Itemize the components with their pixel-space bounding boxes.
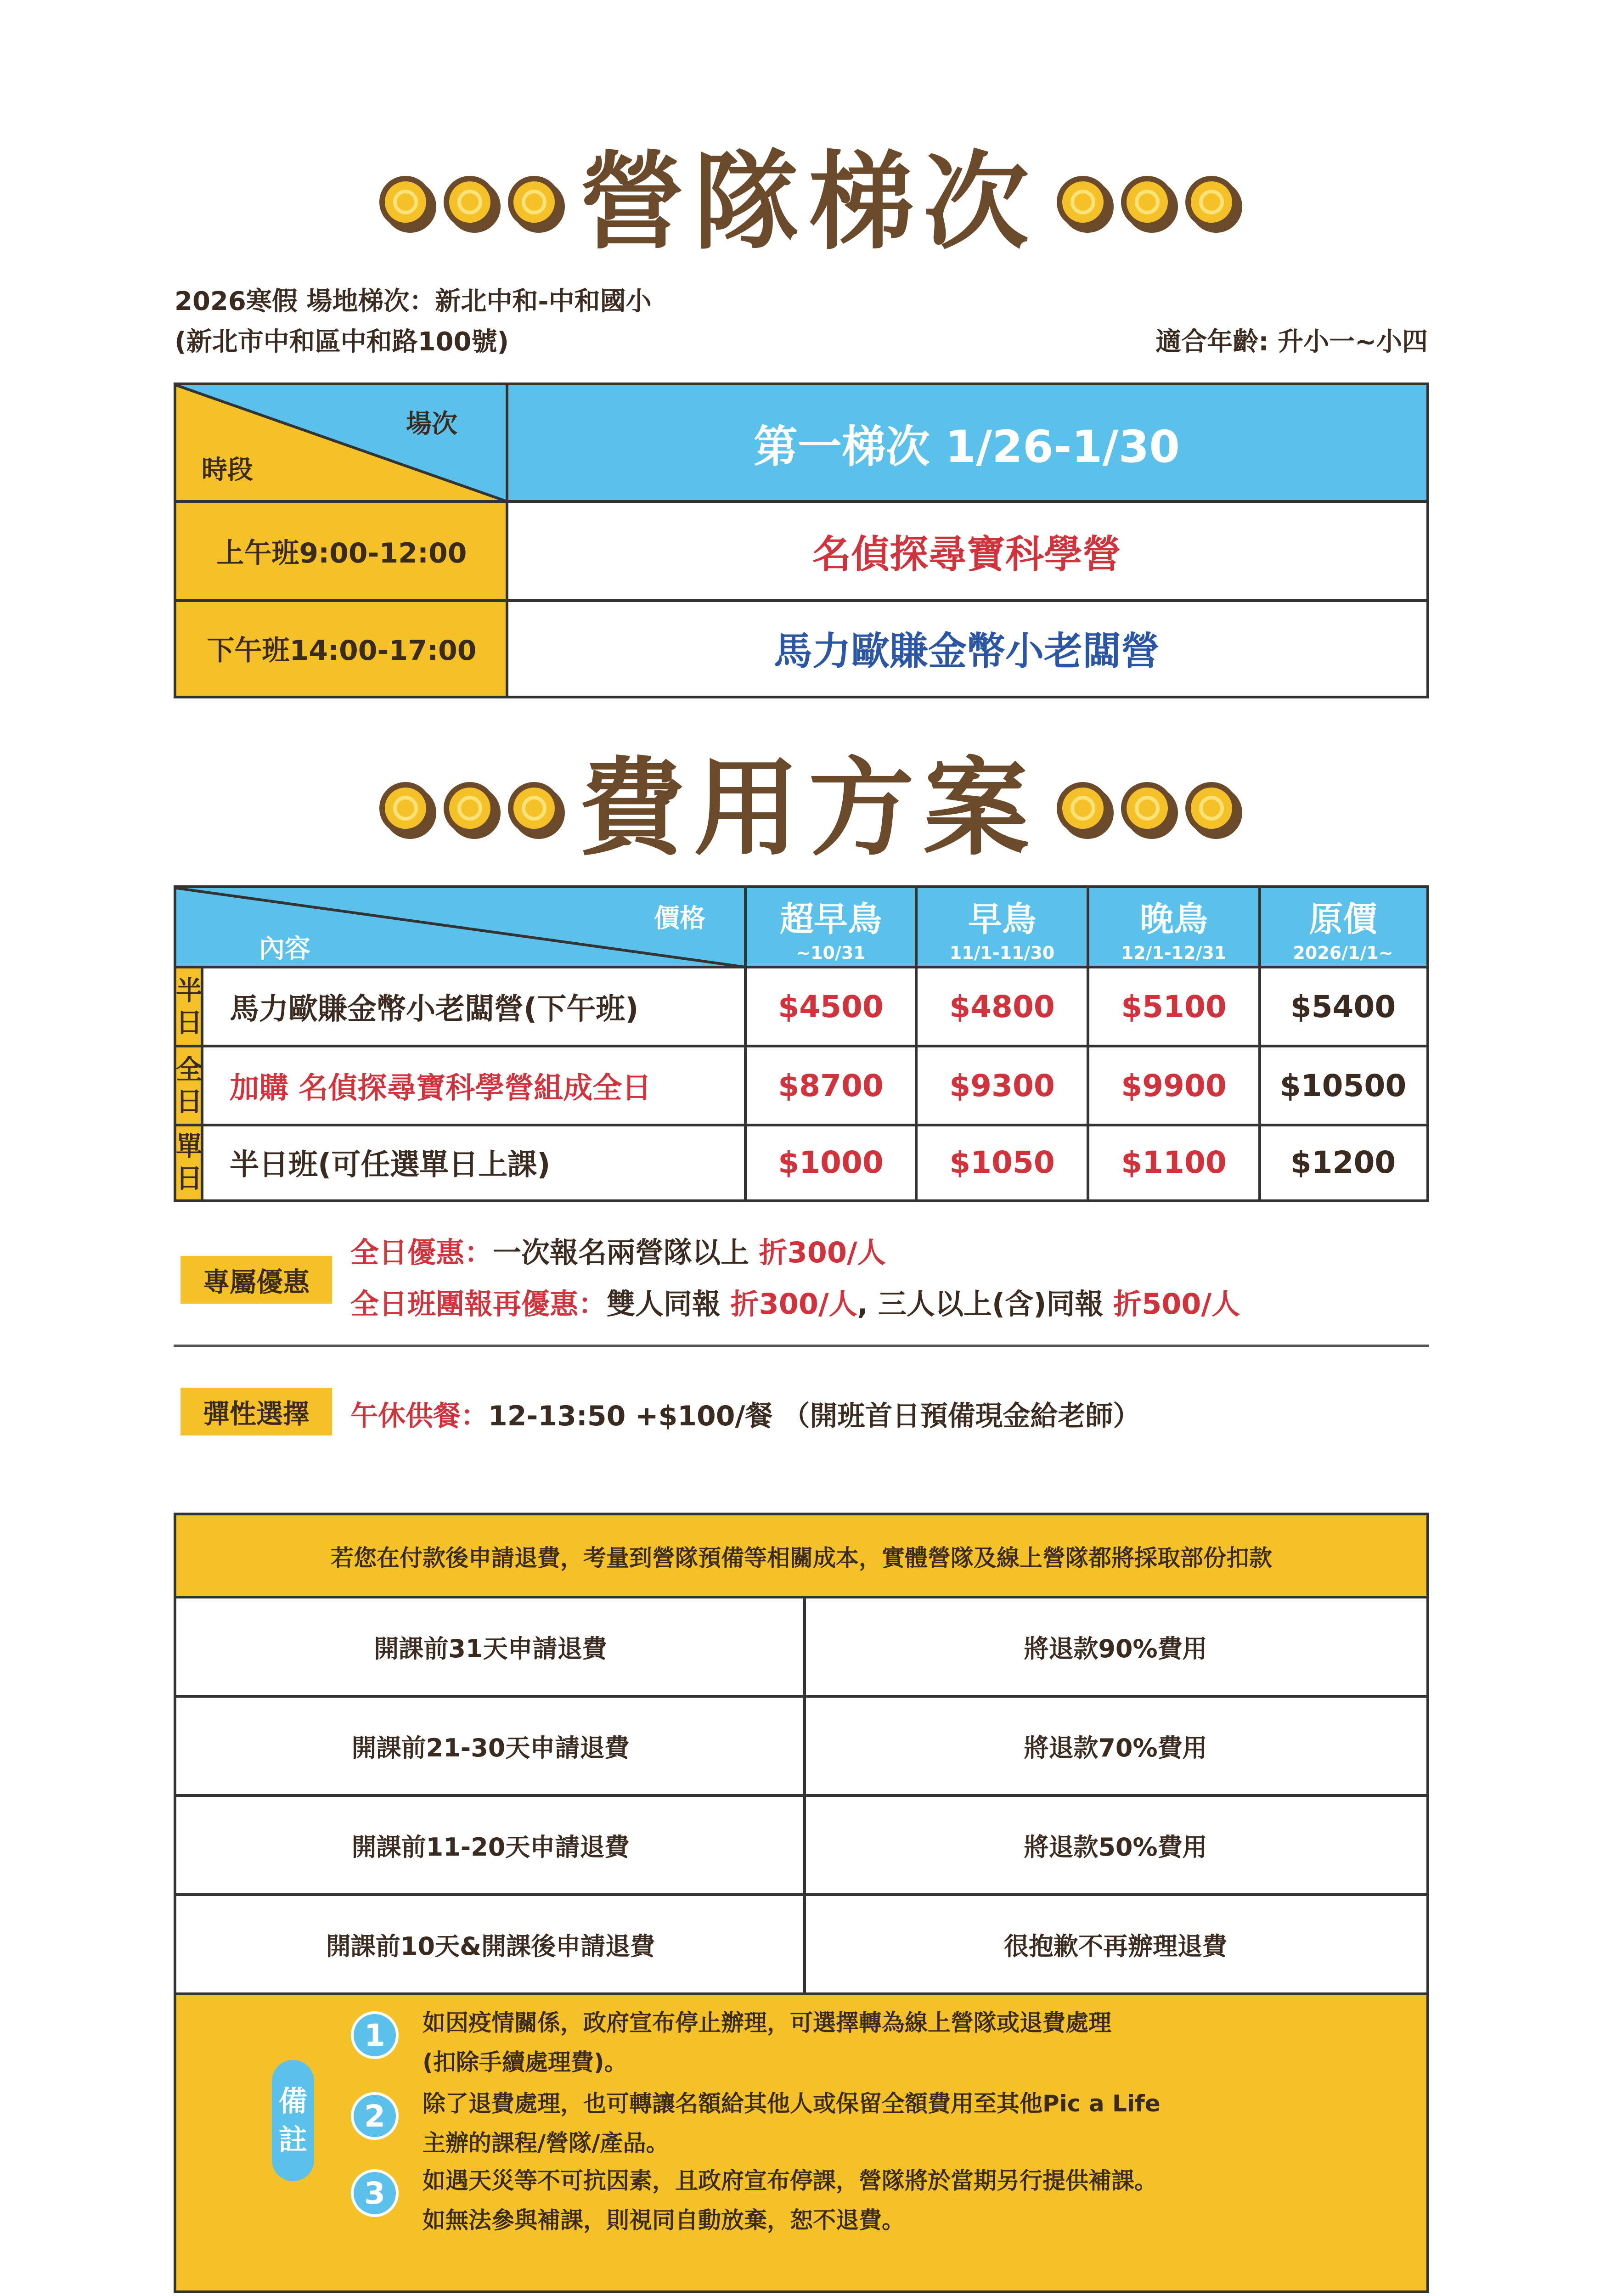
note-line: 如遇天災等不可抗因素，且政府宣布停課，營隊將於當期另行提供補課。 bbox=[423, 2167, 1157, 2194]
coin-group-left bbox=[379, 782, 560, 834]
venue-info: 2026寒假 場地梯次：新北中和-中和國小 bbox=[175, 287, 652, 316]
coin-icon bbox=[1057, 782, 1109, 834]
discount-line-1 bbox=[350, 1230, 886, 1271]
refund-result: 將退款50%費用 bbox=[1024, 1832, 1207, 1862]
discount-label: 全日優惠： bbox=[350, 1236, 493, 1269]
refund-result: 很抱歉不再辦理退費 bbox=[1004, 1931, 1227, 1961]
refund-grid-lines bbox=[176, 1515, 1426, 2290]
coin-group-right bbox=[1057, 176, 1238, 228]
price-grid-lines bbox=[176, 888, 1426, 1199]
discount-tag: 專屬優惠 bbox=[180, 1256, 332, 1304]
divider bbox=[174, 1345, 1429, 1347]
coin-icon bbox=[1185, 176, 1238, 228]
time-slot-morning: 上午班9:00-12:00 bbox=[176, 501, 507, 601]
discount-amount: 折300/人 bbox=[759, 1236, 886, 1269]
venue-address: (新北市中和區中和路100號) bbox=[175, 327, 509, 357]
option-text: 12-13:50 +$100/餐 （開班首日預備現金給老師） bbox=[488, 1400, 1141, 1432]
discount-text: 雙人同報 bbox=[607, 1287, 731, 1321]
col-name: 超早鳥 bbox=[780, 900, 882, 939]
schedule-grid-lines bbox=[176, 385, 1426, 696]
col-date: ~10/31 bbox=[796, 943, 866, 963]
price-title: 費用方案 bbox=[579, 746, 1038, 870]
refund-when: 開課前10天&開課後申請退費 bbox=[326, 1931, 655, 1961]
side-char: 日 bbox=[176, 1007, 203, 1038]
coin-icon bbox=[444, 782, 496, 834]
price-cell: $8700 bbox=[778, 1068, 884, 1103]
camp-afternoon: 馬力歐賺金幣小老闆營 bbox=[773, 629, 1160, 674]
price-cell: $5400 bbox=[1290, 989, 1396, 1024]
refund-when: 開課前21-30天申請退費 bbox=[351, 1733, 630, 1762]
discount-amount: 折300/人 bbox=[730, 1287, 857, 1321]
note-line: 除了退費處理，也可轉讓名額給其他人或保留全額費用至其他Pic a Life bbox=[423, 2090, 1161, 2117]
coin-icon bbox=[379, 782, 432, 834]
corner-label-content: 內容 bbox=[259, 934, 310, 964]
notes-label-char: 備 bbox=[278, 2084, 307, 2118]
coin-icon bbox=[1121, 176, 1173, 228]
side-char: 單 bbox=[176, 1131, 203, 1162]
col-name: 早鳥 bbox=[968, 900, 1036, 939]
notes-label-char: 註 bbox=[278, 2123, 307, 2156]
price-cell: $1200 bbox=[1290, 1144, 1396, 1180]
row-item: 半日班(可任選單日上課) bbox=[230, 1148, 551, 1182]
note-number-2: 2 bbox=[351, 2092, 399, 2140]
price-cell: $5100 bbox=[1121, 989, 1227, 1024]
coin-icon bbox=[379, 176, 432, 228]
refund-result: 將退款90%費用 bbox=[1024, 1634, 1207, 1663]
coin-group-right bbox=[1057, 782, 1238, 834]
schedule-table bbox=[174, 383, 1429, 698]
note-line: 如因疫情關係，政府宣布停止辦理，可選擇轉為線上營隊或退費處理 bbox=[423, 2009, 1111, 2036]
option-line bbox=[350, 1394, 1140, 1434]
price-table bbox=[174, 885, 1429, 1202]
coin-icon bbox=[508, 782, 560, 834]
side-char: 全 bbox=[176, 1054, 203, 1085]
discount-label: 全日班團報再優惠： bbox=[350, 1287, 607, 1321]
note-number-3: 3 bbox=[351, 2169, 399, 2217]
price-cell: $1050 bbox=[949, 1144, 1055, 1180]
coin-icon bbox=[444, 176, 496, 228]
price-cell: $4500 bbox=[778, 989, 884, 1024]
corner-label-session: 場次 bbox=[406, 409, 457, 439]
price-cell: $9900 bbox=[1121, 1068, 1227, 1103]
refund-table bbox=[174, 1513, 1429, 2293]
discount-line-2 bbox=[350, 1281, 1240, 1322]
refund-when: 開課前11-20天申請退費 bbox=[351, 1832, 630, 1862]
corner-label-price: 價格 bbox=[654, 904, 705, 934]
coin-icon bbox=[1057, 176, 1109, 228]
option-label: 午休供餐： bbox=[350, 1400, 488, 1432]
side-char: 日 bbox=[176, 1163, 203, 1194]
coin-icon bbox=[1121, 782, 1173, 834]
price-heading bbox=[0, 744, 1617, 872]
discount-text: 一次報名兩營隊以上 bbox=[493, 1236, 759, 1269]
coin-icon bbox=[508, 176, 560, 228]
price-cell: $10500 bbox=[1279, 1068, 1407, 1103]
schedule-heading bbox=[0, 138, 1617, 266]
camp-morning: 名偵探尋寶科學營 bbox=[812, 531, 1121, 577]
refund-result: 將退款70%費用 bbox=[1024, 1733, 1207, 1762]
row-item: 加購 名偵探尋寶科學營組成全日 bbox=[230, 1071, 652, 1105]
price-cell: $9300 bbox=[949, 1068, 1055, 1103]
note-line: 主辦的課程/營隊/產品。 bbox=[423, 2130, 669, 2156]
coin-icon bbox=[1185, 782, 1238, 834]
note-number-1: 1 bbox=[351, 2011, 399, 2059]
note-line: (扣除手續處理費)。 bbox=[423, 2049, 627, 2076]
discount-text: , 三人以上(含)同報 bbox=[857, 1287, 1114, 1321]
option-tag: 彈性選擇 bbox=[180, 1388, 332, 1435]
refund-header: 若您在付款後申請退費，考量到營隊預備等相關成本，實體營隊及線上營隊都將採取部份扣款 bbox=[176, 1515, 1426, 1597]
col-name: 原價 bbox=[1309, 900, 1377, 939]
col-date: 11/1-11/30 bbox=[949, 943, 1055, 963]
col-name: 晚鳥 bbox=[1140, 900, 1208, 939]
col-date: 2026/1/1~ bbox=[1293, 943, 1393, 963]
time-slot-afternoon: 下午班14:00-17:00 bbox=[176, 601, 507, 696]
refund-when: 開課前31天申請退費 bbox=[374, 1634, 607, 1663]
price-cell: $1100 bbox=[1121, 1144, 1227, 1180]
schedule-title: 營隊梯次 bbox=[579, 140, 1038, 264]
price-cell: $4800 bbox=[949, 989, 1055, 1024]
note-line: 如無法參與補課，則視同自動放棄，恕不退費。 bbox=[423, 2207, 905, 2234]
corner-label-time: 時段 bbox=[202, 455, 253, 485]
age-range: 適合年齡: 升小一~小四 bbox=[1155, 327, 1428, 357]
row-item: 馬力歐賺金幣小老闆營(下午班) bbox=[230, 992, 639, 1026]
coin-group-left bbox=[379, 176, 560, 228]
price-cell: $1000 bbox=[778, 1144, 884, 1180]
session-header: 第一梯次 1/26-1/30 bbox=[507, 385, 1426, 501]
side-char: 半 bbox=[176, 975, 203, 1006]
discount-amount: 折500/人 bbox=[1113, 1287, 1240, 1321]
side-char: 日 bbox=[176, 1086, 203, 1117]
col-date: 12/1-12/31 bbox=[1121, 943, 1227, 963]
